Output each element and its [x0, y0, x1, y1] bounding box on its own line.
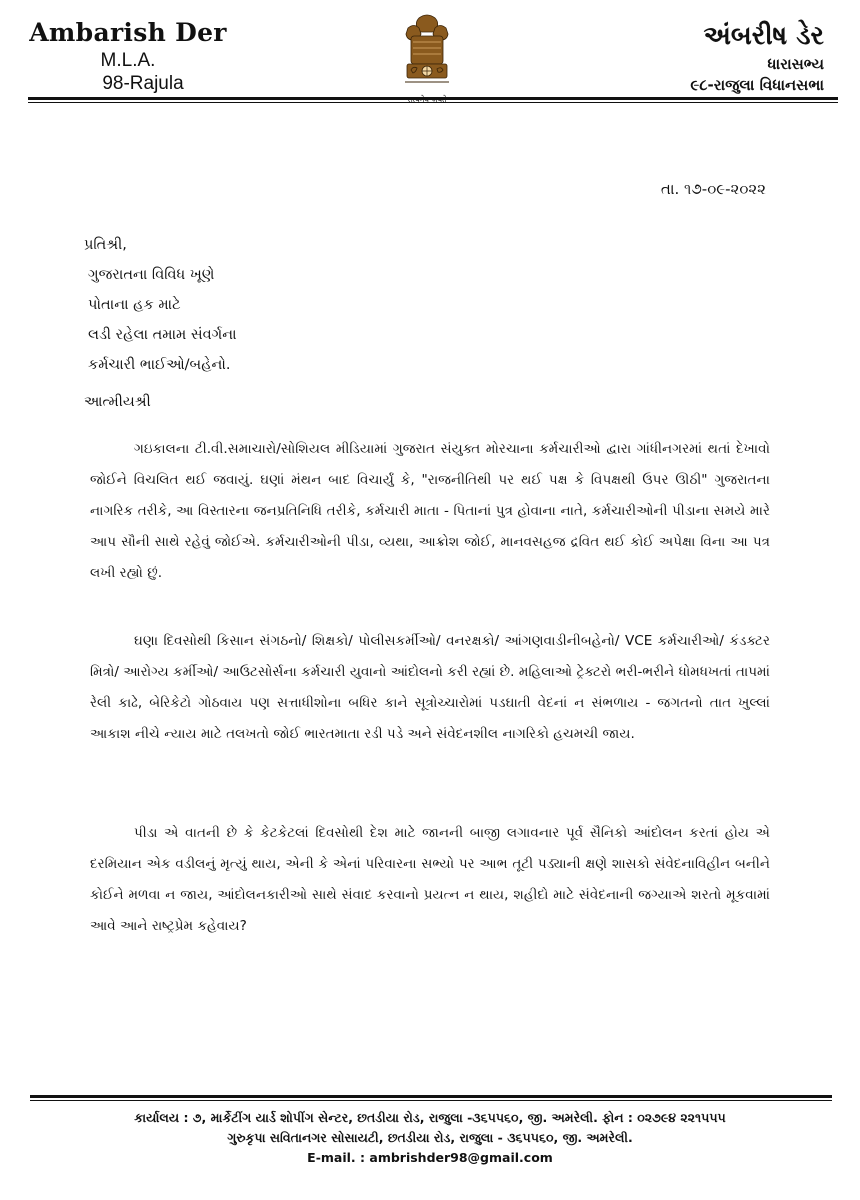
- footer-email-line: E-mail. : ambrishder98@gmail.com: [307, 1150, 553, 1165]
- body-paragraph-2: ઘણા દિવસોથી કિસાન સંગઠનો/ શિક્ષકો/ પોલીસકર્મીઓ/ વનરક્ષકો/ આંગણવાડીનીબહેનો/ VCE કર્મચારીઓ/ કંડક્ટર મિત્રો/ આરોગ્ય કર્મીઓ/ આઉટસોર્સના કર્મચારી યુવાનો આંદોલનો કરી રહ્યાં છે. મહિલાઓ ટ્રેક્ટરો ભરી-ભરીને ધોમધખતાં તાપમાં રેલી કાઢે, બેરિકેટો ગોઠવાય પણ સત્તાધીશોના બધિર કાને સૂત્રોચ્ચારોમાં પડઘાતી વેદનાં ન સંભળાય - જગતનો તાત ખુલ્લાં આકાશ નીચે ન્યાય માટે તલખતો જોઈ ભારતમાતા રડી પડે અને સંવેદનશીલ નાગરિકો હચમચી જાય.: [90, 633, 770, 742]
- address-line: ગુજરાતના વિવિધ ખૂણે: [88, 267, 215, 283]
- ashoka-emblem-icon: [399, 12, 455, 96]
- address-line: પોતાના હક માટે: [88, 297, 181, 313]
- office-address-footer: [40, 1108, 820, 1168]
- letterhead-english: [28, 18, 228, 96]
- footer-office-line: કાર્યાલય : ૭, માર્કેટીંગ યાર્ડ શોપીંગ સેન્ટર, છતડીયા રોડ, રાજુલા -૩૬૫૫૬૦, જી. અમરેલી. ફોન : ૦૨૭૯૪ ૨૨૧૫૫૫: [134, 1110, 726, 1125]
- footer-residence-line: ગુરુકૃપા સવિતાનગર સોસાયટી, છતડીયા રોડ, રાજુલા - ૩૬૫૫૬૦, જી. અમરેલી.: [227, 1130, 633, 1145]
- recipient-address: [84, 230, 237, 380]
- constituency-english: 98-Rajula: [102, 73, 184, 94]
- mla-name-english: Ambarish Der: [29, 18, 227, 47]
- header-divider-thin: [28, 102, 838, 103]
- letterhead-gujarati: [584, 20, 824, 96]
- address-line: પ્રતિશ્રી,: [84, 237, 127, 253]
- footer-divider-thick: [30, 1095, 832, 1098]
- footer-divider-thin: [30, 1100, 832, 1101]
- address-line: કર્મચારી ભાઈઓ/બહેનો.: [88, 357, 231, 373]
- mla-title-english: M.L.A.: [100, 50, 156, 71]
- mla-name-gujarati: અંબરીષ ડેર: [703, 21, 824, 51]
- body-paragraph-1: ગઇકાલના ટી.વી.સમાચારો/સોશિયલ મીડિયામાં ગુજરાત સંયુક્ત મોરચાના કર્મચારીઓ દ્વારા ગાંધીનગરમાં થતાં દેખાવો જોઈને વિચલિત થઈ જવાયું. ઘણાં મંથન બાદ વિચાર્યું કે, "રાજનીતિથી પર થઈ પક્ષ કે વિપક્ષથી ઉપર ઊઠી" ગુજરાતના નાગરિક તરીકે, આ વિસ્તારના જનપ્રતિનિધિ તરીકે, કર્મચારી માતા - પિતાનાં પુત્ર હોવાના નાતે, કર્મચારીઓની પીડાના સમયે મારે આપ સૌની સાથે રહેવું જોઈએ. કર્મચારીઓની પીડા, વ્યથા, આક્રોશ જોઈ, માનવસહજ દ્રવિત થઈ કોઈ અપેક્ષા વિના આ પત્ર લખી રહ્યો છું.: [90, 441, 770, 581]
- header-divider-thick: [28, 97, 838, 100]
- mla-title-gujarati: ધારાસભ્ય: [767, 55, 824, 73]
- letter-date: તા. ૧૭-૦૯-૨૦૨૨: [660, 180, 766, 198]
- address-line: લડી રહેલા તમામ સંવર્ગના: [88, 327, 237, 343]
- constituency-gujarati: ૯૮-રાજુલા વિધાનસભા: [690, 76, 824, 94]
- body-paragraph-3: પીડા એ વાતની છે કે કેટકેટલાં દિવસોથી દેશ માટે જાનની બાજી લગાવનાર પૂર્વ સૈનિકો આંદોલન કરતાં હોય એ દરમિયાન એક વડીલનું મૃત્યું થાય, એની કે એનાં પરિવારના સભ્યો પર આભ તૂટી પડ્યાની ક્ષણે શાસકો સંવેદનાવિહીન બનીને કોઈને મળવા ન જાય, આંદોલનકારીઓ સાથે સંવાદ કરવાનો પ્રયત્ન ન થાય, શહીદો માટે સંવેદનાની જગ્યાએ શરતો મૂકવામાં આવે આને રાષ્ટ્રપ્રેમ કહેવાય?: [90, 825, 770, 934]
- salutation: આત્મીયશ્રી: [84, 394, 151, 410]
